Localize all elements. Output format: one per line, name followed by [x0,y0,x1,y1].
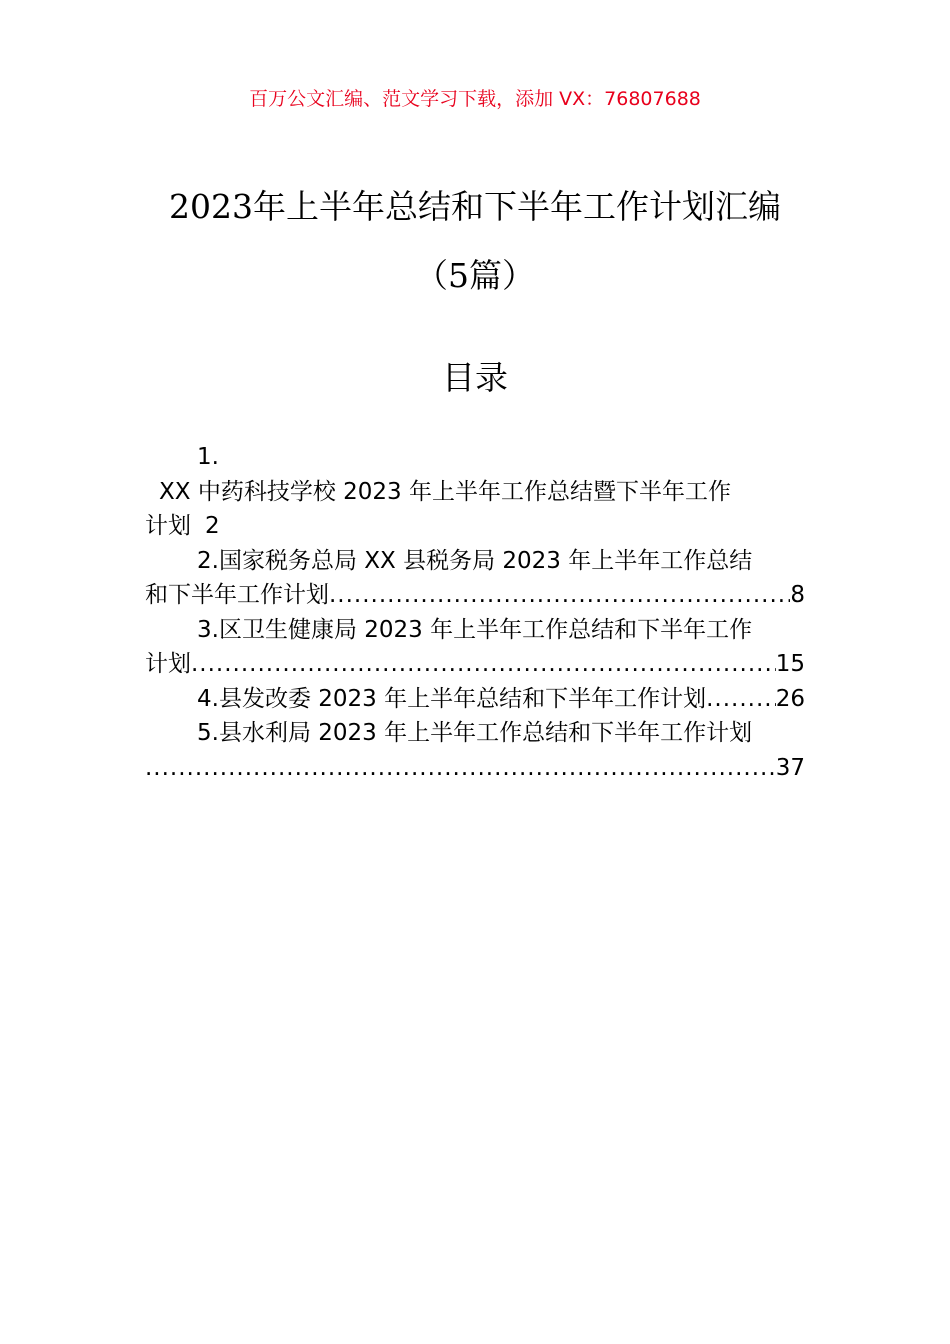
toc-entry-3-title[interactable]: 3.区卫生健康局 2023 年上半年工作总结和下半年工作 [197,616,753,643]
toc-leader-dots [145,751,776,786]
title-text: 年上半年总结和下半年工作计划汇编 [252,187,781,226]
toc-entry-5-title[interactable]: 5.县水利局 2023 年上半年工作总结和下半年工作计划 [197,720,753,746]
toc-entry-2-title[interactable]: 2.国家税务总局 XX 县税务局 2023 年上半年工作总结 [197,547,753,574]
title-year: 2023 [169,187,253,226]
title-count-suffix: 篇） [469,256,535,295]
toc-entry-5-page: 37 [775,754,805,781]
toc-heading: 目录 [442,358,508,397]
toc-entry-5-continuation[interactable] [145,751,805,786]
toc-entry-2-page: 8 [790,582,805,608]
toc-entry-4-title[interactable]: 4.县发改委 2023 年上半年总结和下半年工作计划 ..... 26 [145,682,805,717]
toc-entry-4-page: 26 [775,685,805,712]
title-count: 5 [448,256,469,295]
document-title-line-2 [0,250,950,297]
title-paren-open: （ [415,256,448,295]
table-of-contents [145,440,805,785]
toc-entry-3-page: 15 [775,651,805,677]
toc-entry-1-title[interactable]: XX 中药科技学校 2023 年上半年工作总结暨下半年工作 [159,478,731,505]
toc-leader-dots [191,647,776,682]
toc-entry-1-page: 2 [205,513,220,539]
toc-entry-3-continuation[interactable]: 计划 ..... 15 [145,647,805,682]
document-title-line-1 [0,181,950,228]
toc-entry-1-continuation[interactable]: 计划 2 [145,509,805,544]
header-promo-note: 百万公文汇编、范文学习下载，添加 VX：76807688 [249,88,701,110]
toc-leader-dots [706,682,776,717]
toc-entry-2-continuation[interactable]: 和下半年工作计划 ..... 8 [145,578,805,613]
toc-entry-1-number[interactable]: 1. [197,444,219,470]
toc-leader-dots [329,578,790,613]
